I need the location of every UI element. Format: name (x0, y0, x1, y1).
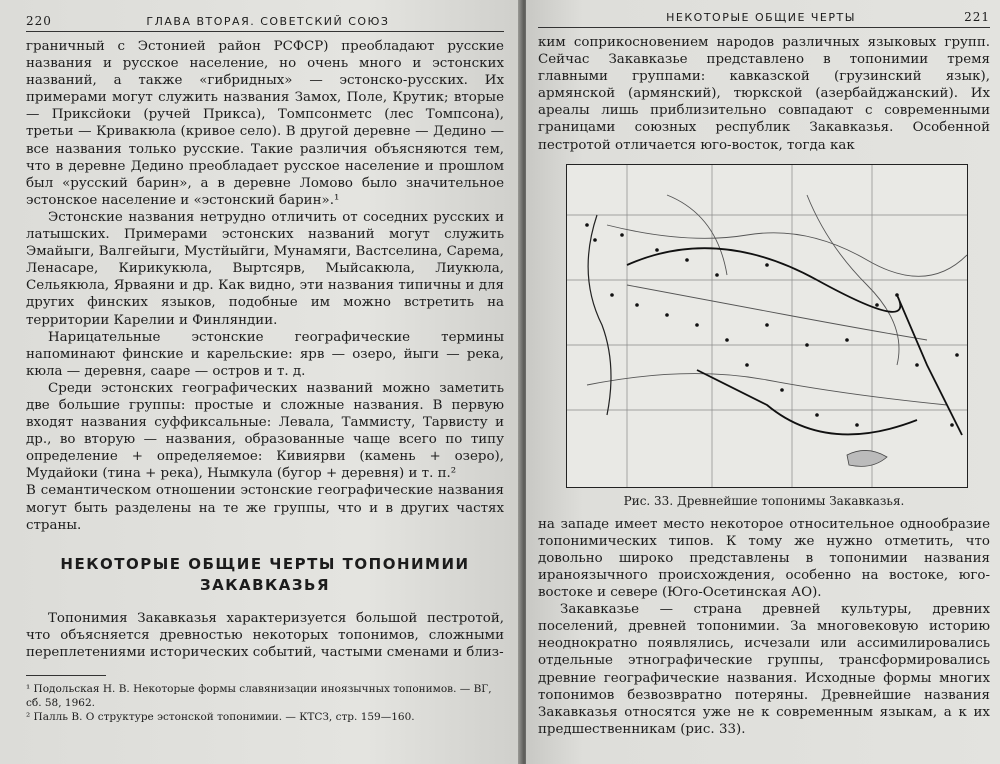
right-body-top (538, 34, 990, 154)
transcaucasia-map (567, 165, 967, 487)
page-number: 221 (964, 10, 990, 24)
page-number: 220 (26, 14, 52, 28)
running-head: ГЛАВА ВТОРАЯ. СОВЕТСКИЙ СОЮЗ (146, 15, 390, 28)
running-head: НЕКОТОРЫЕ ОБЩИЕ ЧЕРТЫ (666, 11, 856, 24)
paragraph: на западе имеет место некоторое относительное однообразие топонимических типов. К тому же нужно отметить, что довольно широко представлены в топонимии названия ираноязычного происхождения, особенно на востоке, юго-востоке и севере (Юго-Осетинская АО). (538, 516, 990, 601)
paragraph: Среди эстонских географических названий можно заметить две большие группы: простые и сложные названия. В первую входят названия суффиксальные: Левала, Таммисту, Тарвисту и др., во вторую — названия, образованные чаще всего по типу определение + определяемое: Кивиярви (камень + озеро), Мудайоки (тина + река), Нымкула (бугор + деревня) и т. п.² (26, 380, 504, 482)
map-coastline (588, 215, 611, 415)
figure-caption: Рис. 33. Древнейшие топонимы Закавказья. (623, 493, 905, 508)
section-title: НЕКОТОРЫЕ ОБЩИЕ ЧЕРТЫ ТОПОНИМИИ ЗАКАВКАЗЬЯ (60, 554, 470, 594)
left-header (26, 14, 504, 32)
map-rivers (587, 195, 967, 405)
paragraph: В семантическом отношении эстонские географические названия могут быть разделены на те же группы, что и в других частях страны. (26, 483, 504, 533)
map-site-dots (585, 223, 959, 427)
paragraph: Нарицательные эстонские географические термины напоминают финские и карельские: ярв — озеро, йыги — река, кюла — деревня, сааре — остров и т. д. (26, 329, 504, 379)
right-page (526, 0, 1000, 764)
map-lake (847, 450, 887, 466)
paragraph: Эстонские названия нетрудно отличить от соседних русских и латышских. Примерами эстонских названий могут служить Эмайыги, Валгейыги, Мустйыйги, Мунамяги, Вастселина, Сарема, Ленасаре, Кирикукюла, Выртсярв, Мыйсакюла, Лиукюла, Сельякюла, Ярваяни и др. Как видно, эти названия типичны и для других финских языков, подобные им можно встретить на территории Карелии и Финляндии. (26, 209, 504, 328)
right-body (538, 516, 990, 738)
footnote: ¹ Подольская Н. В. Некоторые формы славянизации иноязычных топонимов. — ВГ, сб. 58, 1962. (26, 683, 492, 709)
paragraph: Топонимия Закавказья характеризуется большой пестротой, что объясняется древностью некоторых топонимов, сложными переплетениями исторических событий, частыми сменами и близ- (26, 610, 504, 660)
left-body (26, 38, 504, 534)
paragraph: Закавказье — страна древней культуры, древних поселений, древней топонимии. За многовековую историю неоднократно появлялись, исчезали или ассимилировались отдельные этнографические группы, трансформировались древние географические названия. Исходные формы многих топонимов безвозвратно потеряны. Древнейшие названия Закавказья относятся уже не к современным языкам, а к их предшественникам (рис. 33). (538, 602, 990, 737)
right-header (538, 10, 990, 28)
footnote-rule (26, 675, 106, 676)
map-figure (566, 164, 968, 488)
paragraph: ким соприкосновением народов различных языковых групп. Сейчас Закавказье представлено в топонимии тремя главными группами: кавказской (грузинский язык), армянской (армянский), тюркской (азербайджанский). Их ареалы лишь приблизительно совпадают с современными границами союзных республик Закавказья. Особенной пестротой отличается юго-восток, тогда как (538, 35, 990, 153)
paragraph: граничный с Эстонией район РСФСР) преобладают русские названия и русское население, но очень много и эстонских названий, а также «гибридных» — эстонско-русских. Их примерами могут служить названия Замох, Поле, Крутик; вторые — Приксйоки (ручей Прикса), Томпсонметс (лес Томпсона), третьи — Кривакюла (кривое село). В другой деревне — Дедино — все названия только русские. Такие различия объясняются тем, что в деревне Дедино преобладает русское население и прошлом был «русский барин», а в деревне Ломово было значительное эстонское население и «эстонский барин».¹ (26, 39, 504, 208)
section-body (26, 610, 504, 661)
footnote: ² Палль В. О структуре эстонской топонимии. — КТСЗ, стр. 159—160. (26, 711, 415, 723)
